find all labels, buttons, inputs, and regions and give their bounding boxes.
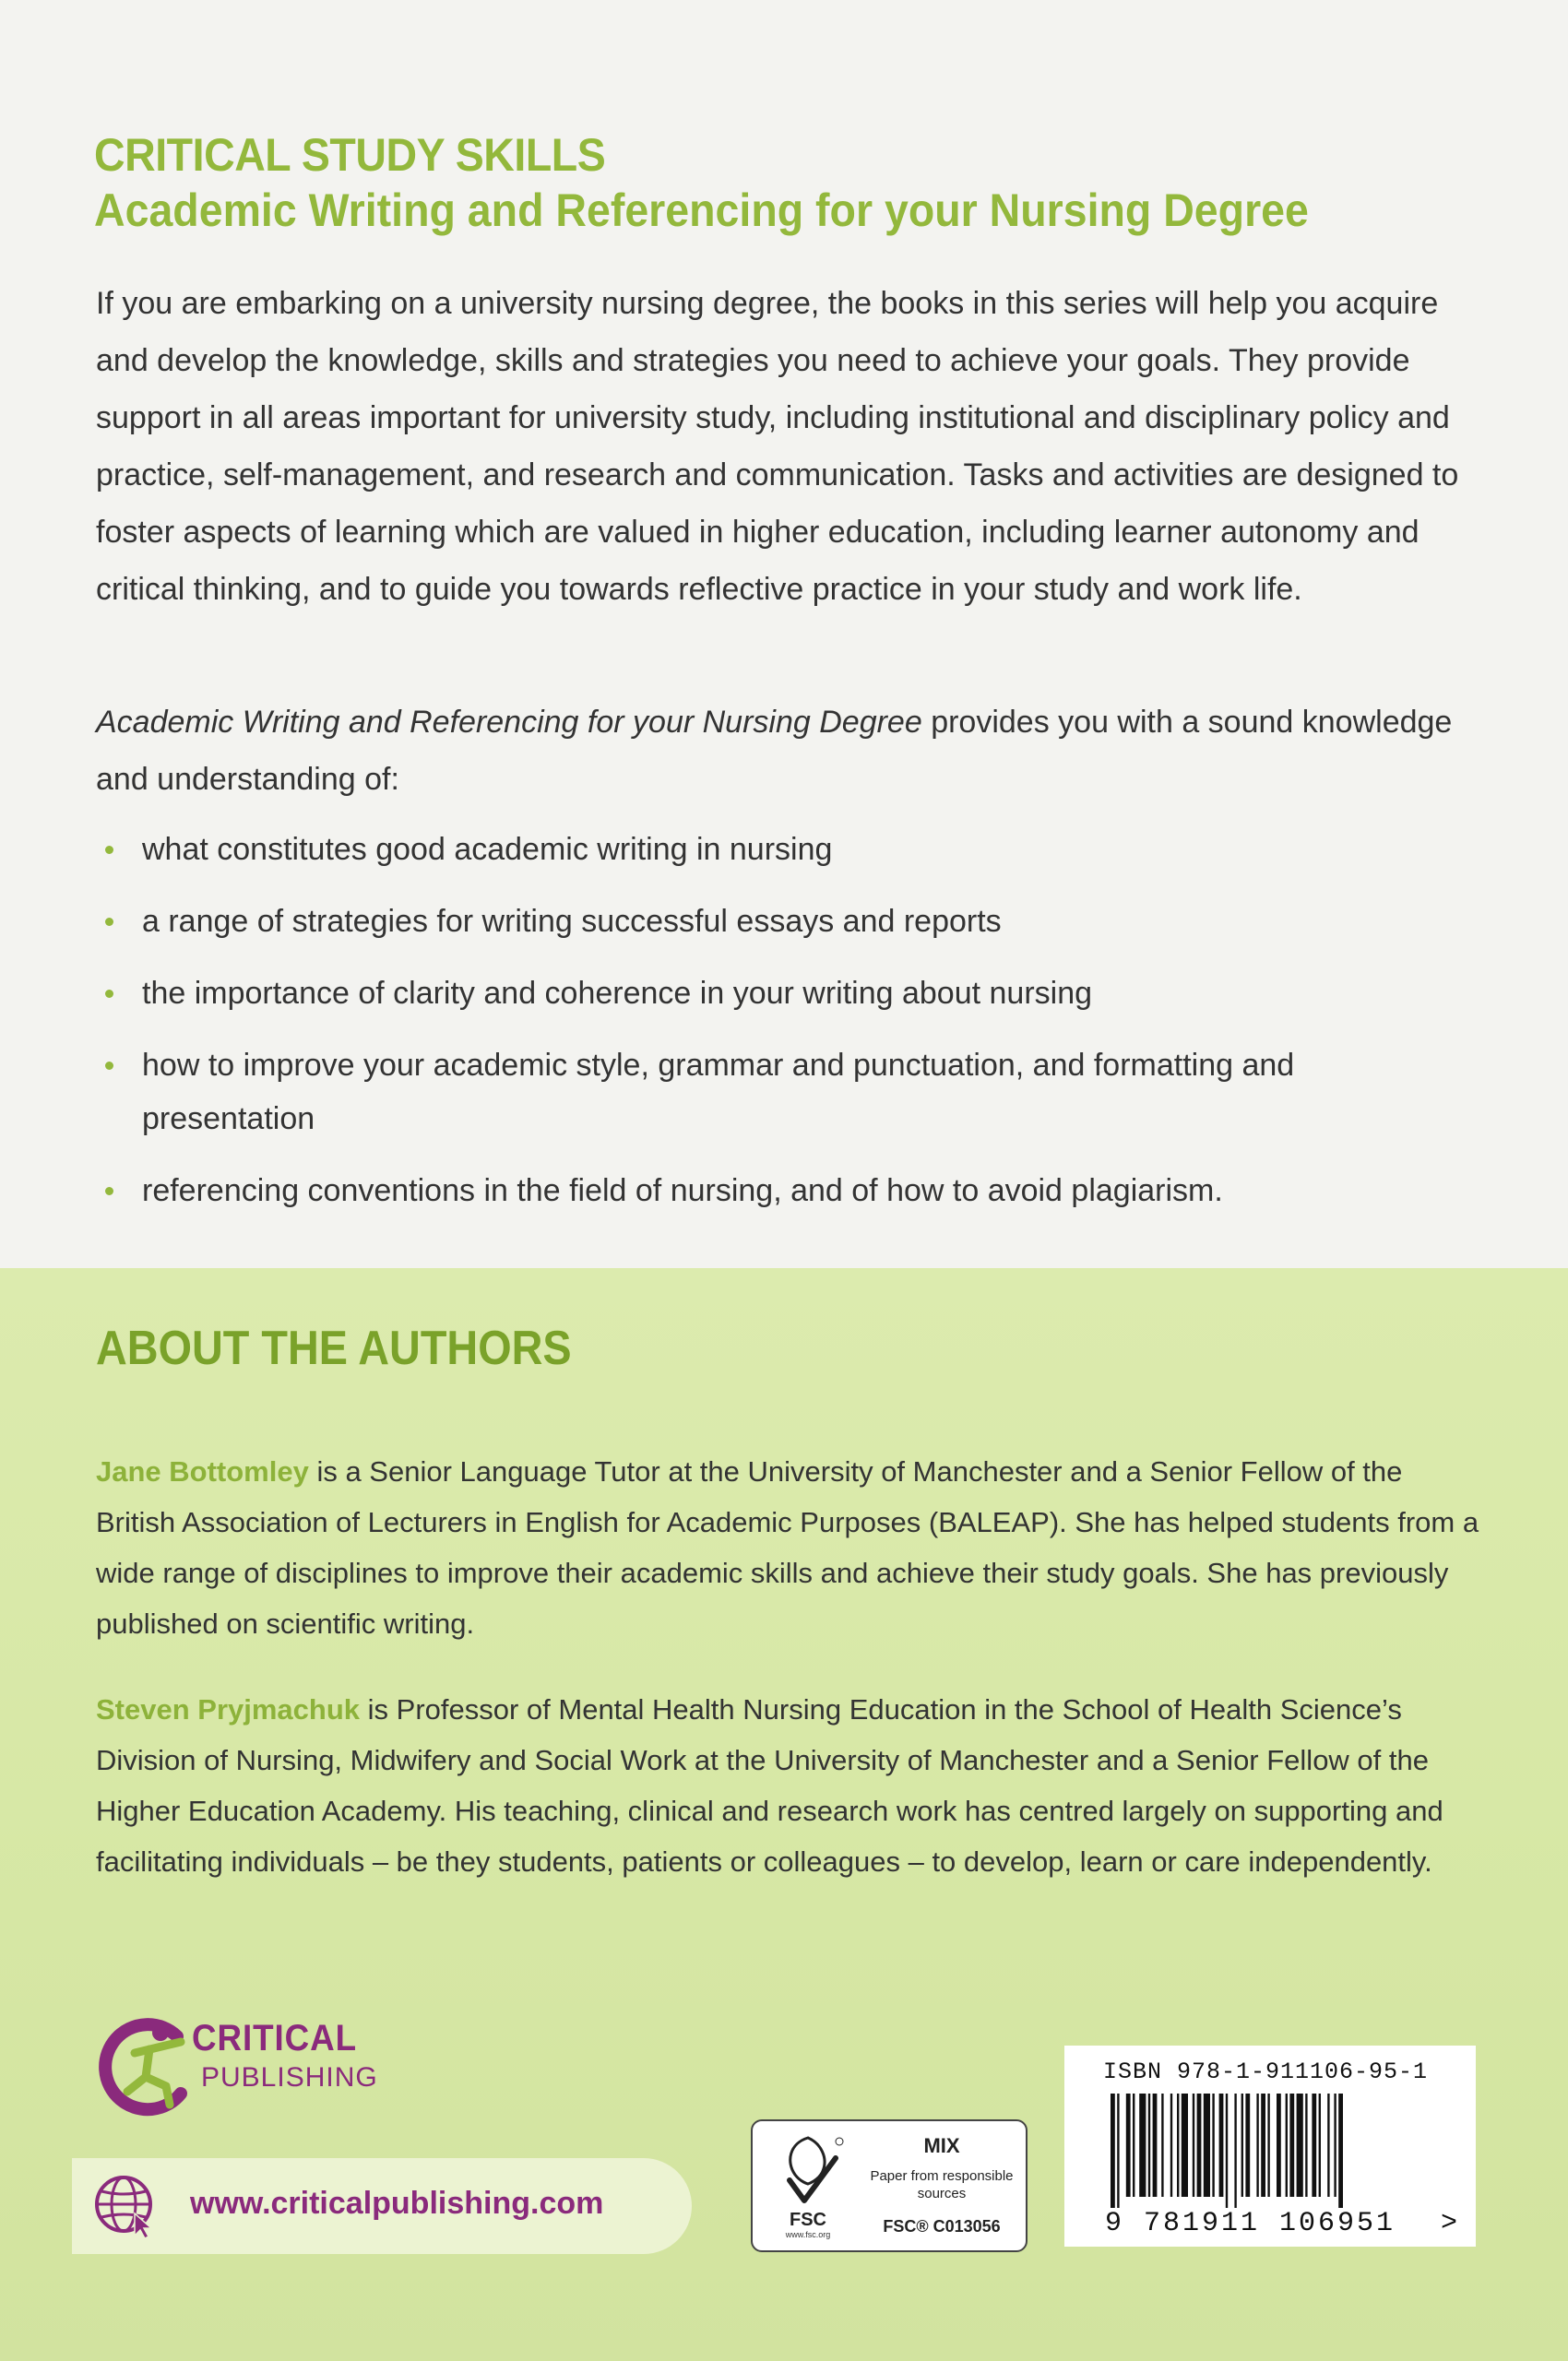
isbn-barcode xyxy=(1064,2046,1476,2247)
author-bio-jane xyxy=(96,1446,1479,1649)
bullet-dot xyxy=(105,1187,113,1195)
barcode-bar xyxy=(1193,2094,1194,2197)
list-item-text: referencing conventions in the field of nursing, and of how to avoid plagiarism. xyxy=(142,1173,1223,1208)
benefits-list xyxy=(96,823,1461,1236)
author-bio-text: is a Senior Language Tutor at the University of Manchester and a Senior Fellow of the British Association of Lecturers in English for Academic Purposes (BALEAP). She has helped students from a wide range of disciplines to improve their academic skills and achieve their study goals. She has previously published on scientific writing. xyxy=(96,1455,1479,1640)
fsc-paper-label: Paper from responsible sources xyxy=(870,2168,1014,2201)
barcode-bar xyxy=(1289,2094,1294,2197)
barcode-bar xyxy=(1319,2094,1321,2197)
barcode-bar xyxy=(1261,2094,1265,2197)
author-name: Steven Pryjmachuk xyxy=(96,1693,361,1726)
publisher-name-line2: PUBLISHING xyxy=(201,2062,378,2093)
list-item xyxy=(96,1038,1461,1145)
fsc-mix-label: MIX xyxy=(923,2134,960,2157)
barcode-bar xyxy=(1338,2094,1343,2208)
bullet-dot xyxy=(105,846,113,854)
summary-text: provides you with a sound knowledge and understanding of: xyxy=(96,705,1453,797)
barcode-bar xyxy=(1277,2094,1281,2197)
barcode-bar xyxy=(1153,2094,1158,2197)
publisher-logo xyxy=(92,2011,387,2121)
barcode-bar xyxy=(1212,2094,1214,2197)
list-item-text: a range of strategies for writing successful essays and reports xyxy=(142,904,1002,939)
list-item-text: what constitutes good academic writing in nursing xyxy=(142,832,833,867)
summary-book-title: Academic Writing and Referencing for your Nursing Degree xyxy=(96,705,922,740)
barcode-bar xyxy=(1327,2094,1329,2197)
barcode-bar xyxy=(1297,2094,1303,2197)
barcode-bar xyxy=(1267,2094,1269,2197)
barcode-bar xyxy=(1241,2094,1243,2197)
barcode-bar xyxy=(1133,2094,1134,2197)
barcode-bar xyxy=(1226,2094,1228,2208)
fsc-label: FSC xyxy=(790,2210,826,2230)
barcode-bar xyxy=(1197,2094,1202,2197)
barcode-bar xyxy=(1126,2094,1131,2197)
fsc-code: FSC® C013056 xyxy=(883,2217,1001,2236)
barcode-bar xyxy=(1204,2094,1210,2197)
fsc-logo xyxy=(762,2130,854,2241)
author-name: Jane Bottomley xyxy=(96,1455,309,1488)
tree-check-icon xyxy=(762,2130,854,2210)
barcode-bar xyxy=(1117,2094,1119,2208)
barcode-bar xyxy=(1286,2094,1288,2197)
barcode-bar xyxy=(1148,2094,1150,2197)
barcode-digits: 9 781911 106951 xyxy=(1105,2208,1396,2239)
series-title: CRITICAL STUDY SKILLS xyxy=(94,129,606,181)
summary-paragraph xyxy=(96,694,1461,808)
website-link[interactable]: www.criticalpublishing.com xyxy=(190,2186,604,2221)
list-item-text: how to improve your academic style, grammar and punctuation, and formatting and presentation xyxy=(142,1048,1295,1136)
fsc-url: www.fsc.org xyxy=(785,2230,831,2239)
barcode-bar xyxy=(1161,2094,1163,2197)
bullet-dot xyxy=(105,1062,113,1070)
globe-icon xyxy=(92,2173,159,2239)
author-bio-text: is Professor of Mental Health Nursing Education in the School of Health Science’s Division of Nursing, Midwifery and Social Work at the University of Manchester and a Senior Fellow of the Higher Education Academy. His teaching, clinical and research work has centred largely on supporting and facilitating individuals – be they students, patients or colleagues – to develop, learn or care independently. xyxy=(96,1693,1443,1878)
publisher-logo-mark-icon xyxy=(92,2011,203,2121)
list-item xyxy=(96,823,1461,876)
publisher-name-line1: CRITICAL xyxy=(192,2018,358,2058)
bullet-dot xyxy=(105,990,113,998)
barcode-bar xyxy=(1256,2094,1258,2197)
about-heading: ABOUT THE AUTHORS xyxy=(96,1322,572,1375)
barcode-bar xyxy=(1219,2094,1224,2197)
barcode-bar xyxy=(1305,2094,1307,2197)
bullet-dot xyxy=(105,918,113,926)
book-title: Academic Writing and Referencing for your Nursing Degree xyxy=(94,184,1309,236)
list-item xyxy=(96,895,1461,948)
intro-paragraph: If you are embarking on a university nursing degree, the books in this series will help you acquire and develop the knowledge, skills and strategies you need to achieve your goals. They provide support in all areas important for university study, including institutional and disciplinary policy and practice, self-management, and research and communication. Tasks and activities are designed to foster aspects of learning which are valued in higher education, including learner autonomy and critical thinking, and to guide you towards reflective practice in your study and work life. xyxy=(96,286,1459,607)
author-bio-steven xyxy=(96,1684,1479,1887)
list-item xyxy=(96,967,1461,1020)
barcode-icon xyxy=(1109,2094,1431,2208)
fsc-certification xyxy=(751,2119,1028,2252)
barcode-bar xyxy=(1170,2094,1172,2197)
website-banner xyxy=(72,2158,692,2254)
barcode-bar xyxy=(1312,2094,1316,2197)
barcode-bar xyxy=(1182,2094,1188,2197)
barcode-bar xyxy=(1177,2094,1179,2197)
isbn-number: ISBN 978-1-911106-95-1 xyxy=(1103,2058,1429,2085)
barcode-arrow: > xyxy=(1441,2208,1458,2239)
list-item-text: the importance of clarity and coherence in your writing about nursing xyxy=(142,976,1093,1011)
barcode-bar xyxy=(1334,2094,1336,2197)
list-item xyxy=(96,1164,1461,1217)
barcode-bar xyxy=(1234,2094,1236,2208)
barcode-bar xyxy=(1111,2094,1115,2208)
barcode-bar xyxy=(1245,2094,1250,2197)
barcode-bar xyxy=(1139,2094,1146,2197)
